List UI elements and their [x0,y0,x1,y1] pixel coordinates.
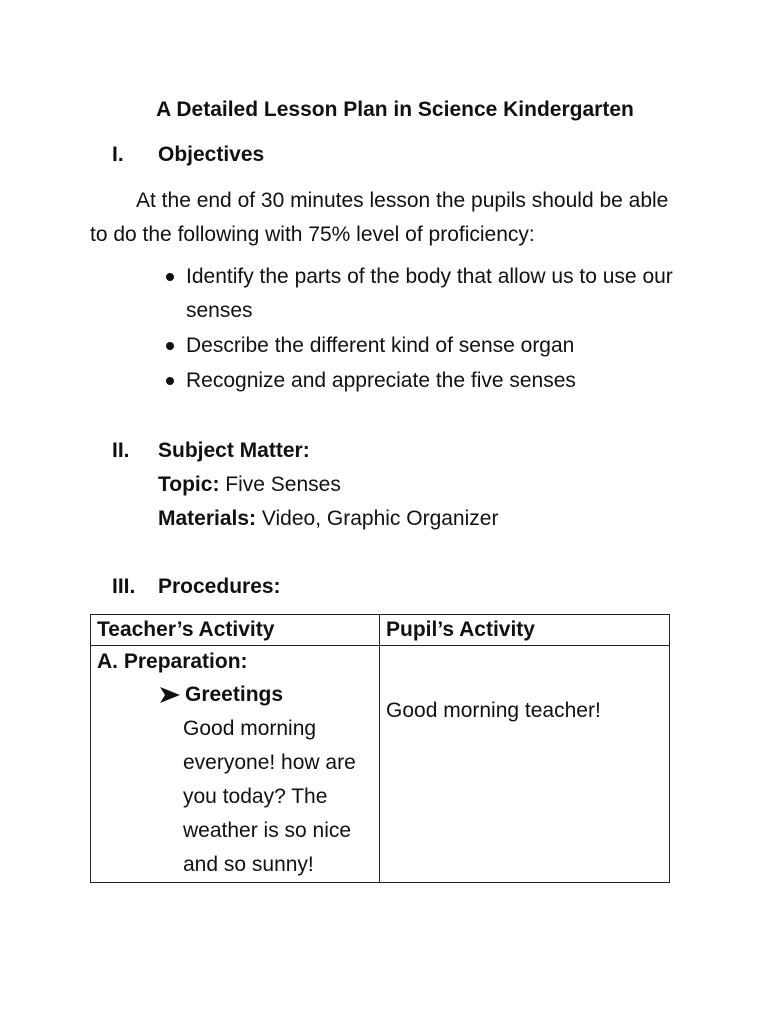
objective-text: Describe the different kind of sense organ [186,334,575,357]
objectives-number: I. [112,143,124,166]
teacher-activity-cell [91,646,380,883]
objectives-intro: At the end of 30 minutes lesson the pupils should be able to do the following with 75% level of proficiency: [90,189,669,246]
table-row [91,646,670,883]
procedures-table [90,614,670,883]
bullet-icon [166,342,174,350]
materials-line [158,502,498,536]
objectives-list [158,260,678,399]
bullet-icon [166,377,174,385]
arrowhead-bullet-icon [159,686,181,704]
greetings-heading [159,678,373,712]
subject-matter-details [158,468,498,536]
teacher-greeting-text: Good morning everyone! how are you today? The weather is so nice and so sunny! [183,717,356,876]
materials-value: Video, Graphic Organizer [256,507,499,530]
teacher-activity-header: Teacher’s Activity [91,615,380,646]
bullet-icon [166,273,174,281]
materials-label: Materials: [158,507,257,530]
objectives-heading [112,141,264,169]
pupil-activity-header: Pupil’s Activity [380,615,670,646]
topic-value: Five Senses [219,473,341,496]
list-item [158,260,678,328]
topic-label: Topic: [158,473,220,496]
objective-text: Identify the parts of the body that allow us to use our senses [186,265,673,322]
document-title: A Detailed Lesson Plan in Science Kindergarten [156,98,634,121]
list-item [158,329,678,363]
subject-matter-title: Subject Matter: [158,439,310,462]
greetings-block [159,678,373,882]
procedures-heading [112,573,281,601]
greetings-title: Greetings [185,683,284,706]
procedures-title: Procedures: [158,575,281,598]
objective-text: Recognize and appreciate the five senses [186,369,576,392]
list-item [158,364,678,398]
objectives-title: Objectives [158,143,265,166]
preparation-title: A. Preparation: [97,650,248,673]
pupil-activity-cell [380,646,670,883]
pupil-greeting-text: Good morning teacher! [386,699,601,722]
subject-matter-heading [112,437,310,465]
procedures-number: III. [112,575,136,598]
topic-line [158,468,498,502]
subject-matter-number: II. [112,439,130,462]
table-header-row [91,615,670,646]
